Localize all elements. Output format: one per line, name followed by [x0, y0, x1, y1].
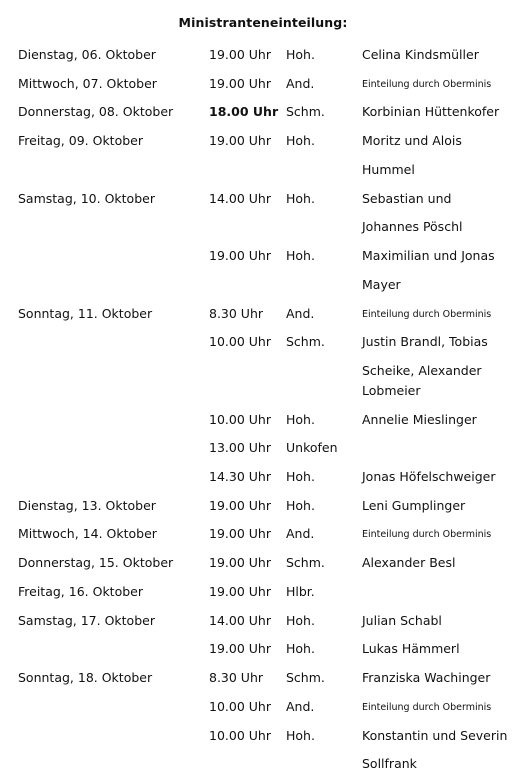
place-cell: Hoh.: [286, 469, 315, 484]
name-cell: Konstantin und Severin: [362, 728, 508, 743]
day-cell: Samstag, 17. Oktober: [18, 613, 155, 628]
name-cell: Alexander Besl: [362, 555, 456, 570]
time-cell: 19.00 Uhr: [209, 248, 271, 263]
day-cell: Donnerstag, 15. Oktober: [18, 555, 174, 570]
name-cell: Justin Brandl, Tobias: [362, 334, 488, 349]
table-row: [0, 526, 526, 548]
time-cell: 19.00 Uhr: [209, 526, 271, 541]
table-row: [0, 47, 526, 69]
time-cell: 14.00 Uhr: [209, 191, 271, 206]
name-cell: Einteilung durch Oberminis: [362, 79, 492, 90]
table-row: [0, 76, 526, 98]
name-cell: Sebastian und: [362, 191, 452, 206]
place-cell: Hoh.: [286, 613, 315, 628]
name-cell: Moritz und Alois: [362, 133, 462, 148]
day-cell: Dienstag, 06. Oktober: [18, 47, 156, 62]
table-row: [0, 363, 526, 385]
table-row: [0, 219, 526, 241]
time-cell: 10.00 Uhr: [209, 334, 271, 349]
day-cell: Mittwoch, 14. Oktober: [18, 526, 157, 541]
name-cell: Jonas Höfelschweiger: [362, 469, 496, 484]
table-row: [0, 498, 526, 520]
name-cell: Einteilung durch Oberminis: [362, 702, 492, 713]
day-cell: Freitag, 09. Oktober: [18, 133, 143, 148]
name-cell: Korbinian Hüttenkofer: [362, 104, 500, 119]
table-row: [0, 412, 526, 434]
table-row: [0, 191, 526, 213]
table-row: [0, 133, 526, 155]
table-row: [0, 728, 526, 750]
time-cell: 19.00 Uhr: [209, 584, 271, 599]
time-cell: 14.00 Uhr: [209, 613, 271, 628]
table-row: [0, 613, 526, 635]
place-cell: Hoh.: [286, 133, 315, 148]
place-cell: Hoh.: [286, 47, 315, 62]
name-cell: Mayer: [362, 277, 401, 292]
place-cell: And.: [286, 76, 315, 91]
place-cell: Hoh.: [286, 498, 315, 513]
table-row: [0, 584, 526, 606]
name-cell: Maximilian und Jonas: [362, 248, 495, 263]
time-cell: 8.30 Uhr: [209, 670, 264, 685]
place-cell: Hoh.: [286, 728, 315, 743]
place-cell: Schm.: [286, 104, 325, 119]
time-cell: 18.00 Uhr: [209, 104, 279, 119]
name-cell: Sollfrank: [362, 756, 417, 771]
name-cell: Einteilung durch Oberminis: [362, 309, 492, 320]
table-row: [0, 469, 526, 491]
day-cell: Dienstag, 13. Oktober: [18, 498, 156, 513]
day-cell: Sonntag, 18. Oktober: [18, 670, 153, 685]
time-cell: 19.00 Uhr: [209, 76, 271, 91]
place-cell: And.: [286, 526, 315, 541]
table-row: [0, 699, 526, 721]
name-cell: Franziska Wachinger: [362, 670, 491, 685]
time-cell: 10.00 Uhr: [209, 728, 271, 743]
place-cell: Schm.: [286, 670, 325, 685]
day-cell: Mittwoch, 07. Oktober: [18, 76, 157, 91]
name-cell: Scheike, Alexander: [362, 363, 482, 378]
time-cell: 19.00 Uhr: [209, 133, 271, 148]
day-cell: Freitag, 16. Oktober: [18, 584, 143, 599]
place-cell: Hoh.: [286, 641, 315, 656]
table-row: [0, 670, 526, 692]
table-row: [0, 162, 526, 184]
table-row: [0, 277, 526, 299]
place-cell: Hoh.: [286, 412, 315, 427]
name-cell: Lobmeier: [362, 383, 421, 398]
place-cell: Hoh.: [286, 191, 315, 206]
name-cell: Einteilung durch Oberminis: [362, 529, 492, 540]
name-cell: Celina Kindsmüller: [362, 47, 479, 62]
name-cell: Lukas Hämmerl: [362, 641, 460, 656]
time-cell: 19.00 Uhr: [209, 47, 271, 62]
day-cell: Donnerstag, 08. Oktober: [18, 104, 174, 119]
name-cell: Hummel: [362, 162, 415, 177]
name-cell: Leni Gumplinger: [362, 498, 466, 513]
place-cell: Unkofen: [286, 440, 338, 455]
time-cell: 19.00 Uhr: [209, 498, 271, 513]
time-cell: 19.00 Uhr: [209, 555, 271, 570]
table-row: [0, 383, 526, 405]
table-row: [0, 641, 526, 663]
table-row: [0, 555, 526, 577]
place-cell: Schm.: [286, 555, 325, 570]
place-cell: Hoh.: [286, 248, 315, 263]
day-cell: Sonntag, 11. Oktober: [18, 306, 153, 321]
place-cell: Hlbr.: [286, 584, 315, 599]
name-cell: Julian Schabl: [362, 613, 442, 628]
table-row: [0, 306, 526, 328]
time-cell: 10.00 Uhr: [209, 699, 271, 714]
table-row: [0, 756, 526, 778]
place-cell: And.: [286, 306, 315, 321]
name-cell: Annelie Mieslinger: [362, 412, 477, 427]
time-cell: 13.00 Uhr: [209, 440, 271, 455]
place-cell: And.: [286, 699, 315, 714]
time-cell: 14.30 Uhr: [209, 469, 271, 484]
table-row: [0, 334, 526, 356]
name-cell: Johannes Pöschl: [362, 219, 463, 234]
table-row: [0, 440, 526, 462]
time-cell: 10.00 Uhr: [209, 412, 271, 427]
time-cell: 19.00 Uhr: [209, 641, 271, 656]
place-cell: Schm.: [286, 334, 325, 349]
day-cell: Samstag, 10. Oktober: [18, 191, 155, 206]
document-title: Ministranteneinteilung:: [178, 15, 348, 30]
table-row: [0, 104, 526, 126]
time-cell: 8.30 Uhr: [209, 306, 264, 321]
table-row: [0, 248, 526, 270]
